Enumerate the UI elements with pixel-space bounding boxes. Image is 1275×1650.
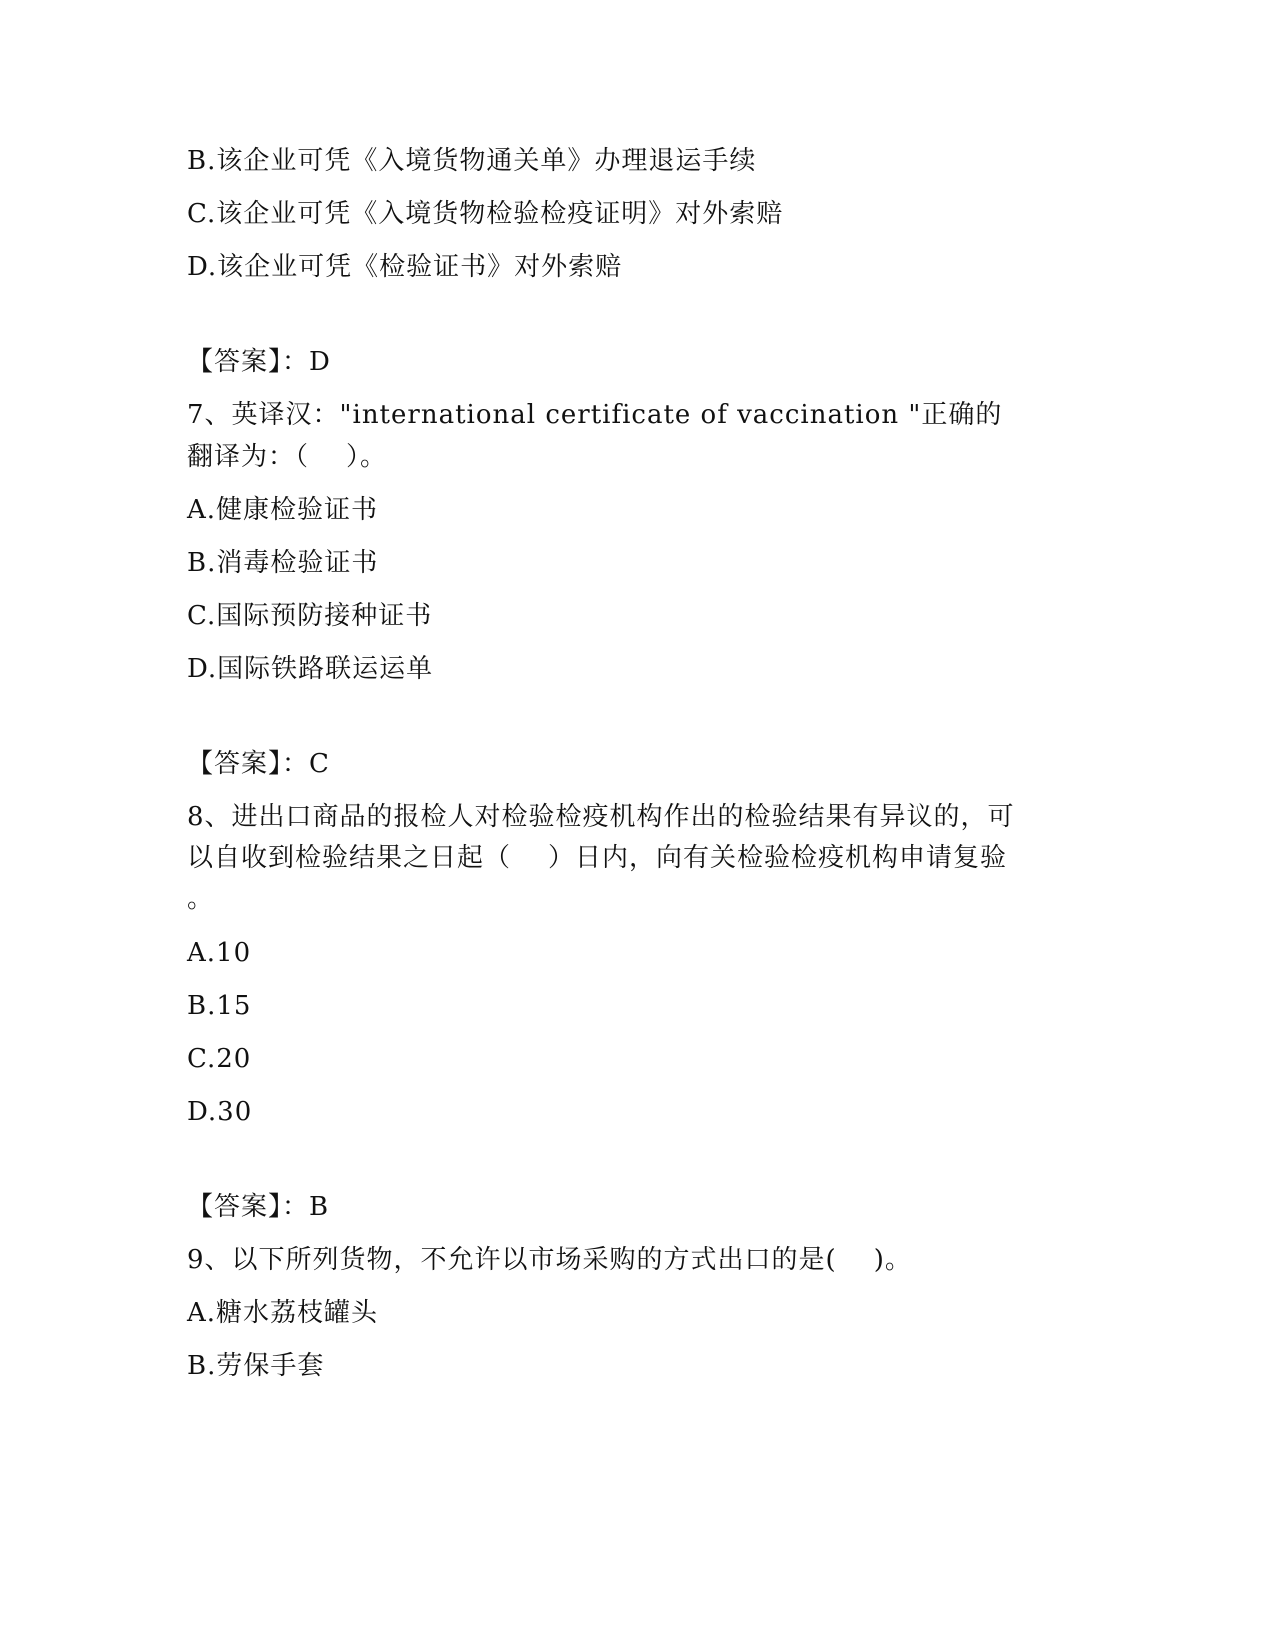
- q8-option-a: A.10: [187, 938, 252, 968]
- q7-option-c: C.国际预防接种证书: [187, 601, 433, 631]
- q6-answer: 【答案】：D: [187, 347, 331, 377]
- q7-answer: 【答案】：C: [187, 749, 330, 779]
- q7-option-a: A.健康检验证书: [187, 495, 379, 525]
- q7-option-d: D.国际铁路联运运单: [187, 654, 434, 684]
- q8-option-b: B.15: [187, 991, 252, 1021]
- q9-stem-line1: 9、以下所列货物，不允许以市场采购的方式出口的是( )。: [187, 1245, 912, 1275]
- q8-option-d: D.30: [187, 1097, 253, 1127]
- q8-stem-line1: 8、进出口商品的报检人对检验检疫机构作出的检验结果有异议的，可: [187, 802, 1015, 832]
- q6-option-b: B.该企业可凭《入境货物通关单》办理退运手续: [187, 146, 757, 176]
- q7-option-b: B.消毒检验证书: [187, 548, 379, 578]
- q8-stem-line2: 以自收到检验结果之日起（ ）日内，向有关检验检疫机构申请复验: [187, 843, 1008, 873]
- q8-option-c: C.20: [187, 1044, 252, 1074]
- q8-answer: 【答案】：B: [187, 1192, 330, 1222]
- q7-stem-line2: 翻译为：（ ）。: [187, 442, 388, 472]
- q9-option-a: A.糖水荔枝罐头: [187, 1298, 379, 1328]
- q9-option-b: B.劳保手套: [187, 1351, 325, 1381]
- q6-option-d: D.该企业可凭《检验证书》对外索赔: [187, 252, 623, 282]
- q6-option-c: C.该企业可凭《入境货物检验检疫证明》对外索赔: [187, 199, 784, 229]
- q7-stem-line1: 7、英译汉："international certificate of vaccination "正确的: [187, 400, 1003, 430]
- q8-stem-line3: 。: [187, 884, 215, 914]
